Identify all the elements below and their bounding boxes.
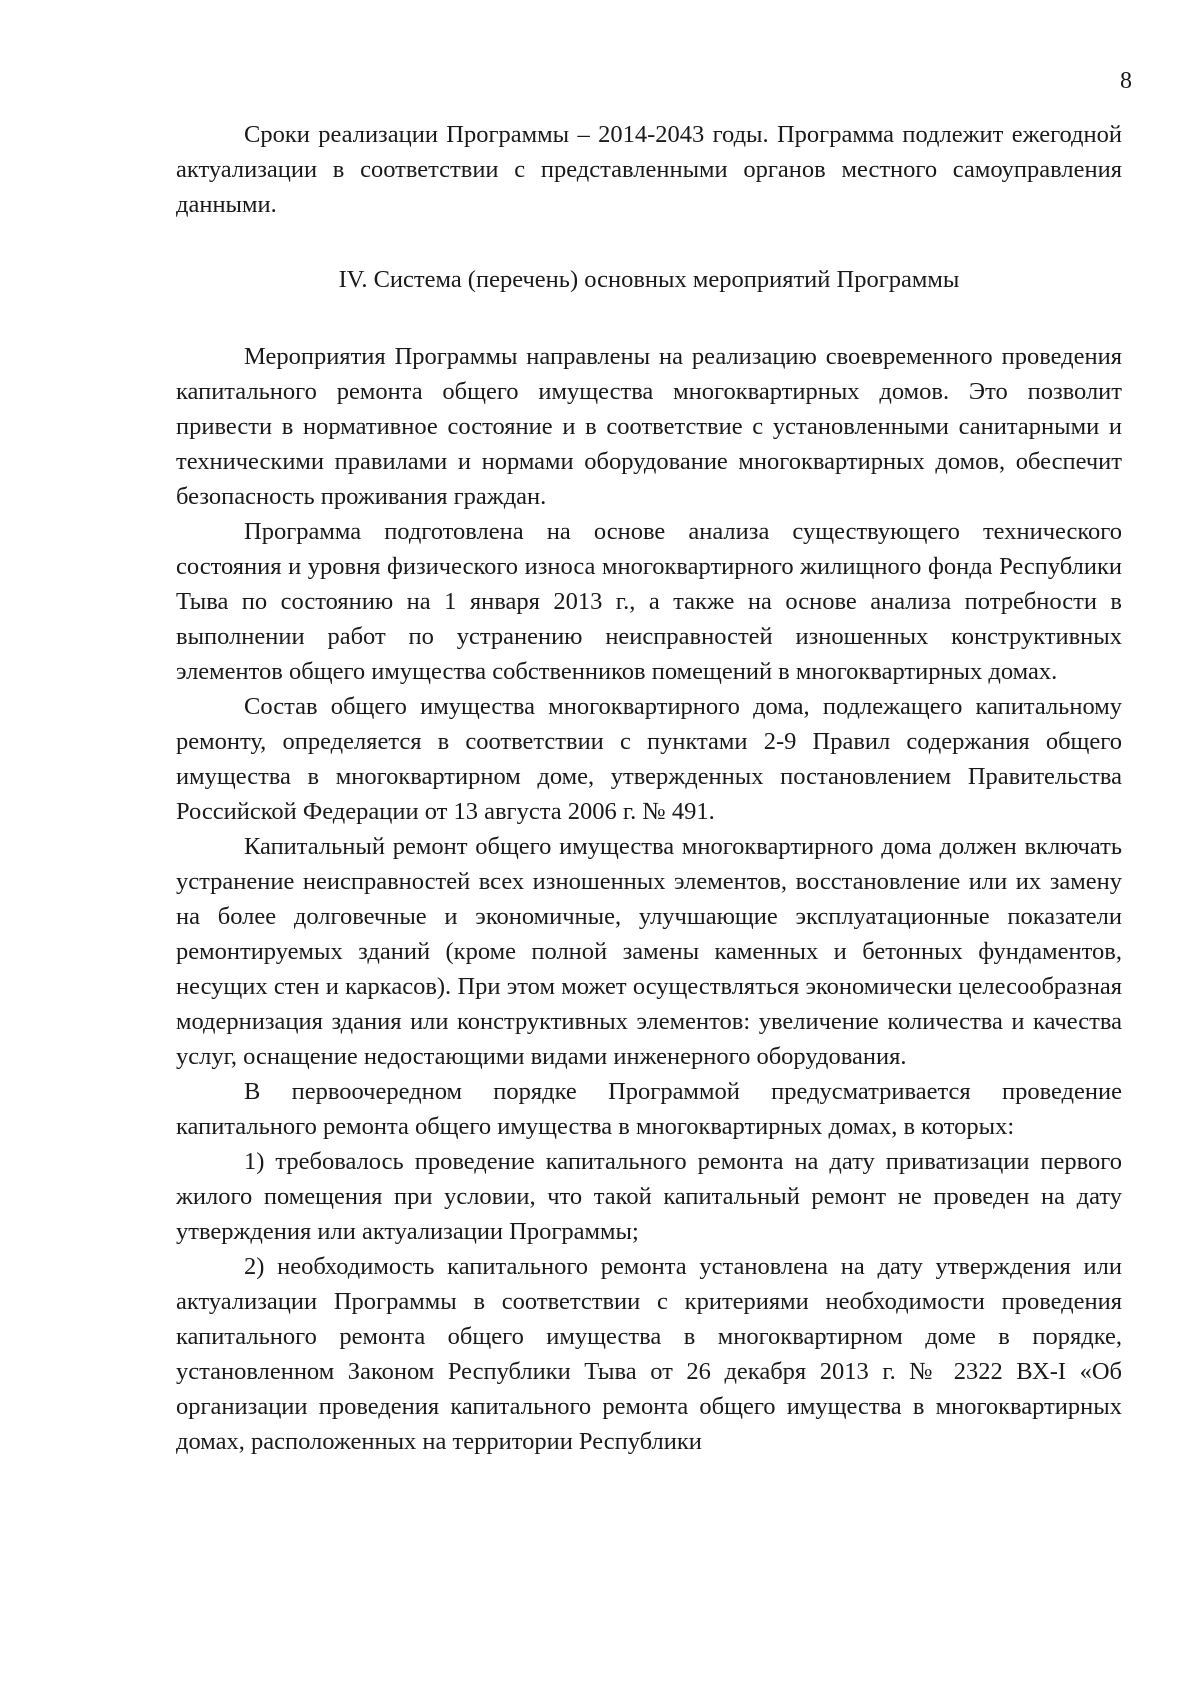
list-item-1: 1) требовалось проведение капитального ремонта на дату приватизации первого жилого помещения при условии, что такой капитальный ремонт не проведен на дату утверждения или актуализации Программы; [176, 1148, 1122, 1245]
intro-paragraph: Сроки реализации Программы – 2014-2043 годы. Программа подлежит ежегодной актуализации в соответствии с представленными органов местного самоуправления данными. [176, 121, 1122, 218]
paragraph-capital-repair: Капитальный ремонт общего имущества многоквартирного дома должен включать устранение неисправностей всех изношенных элементов, восстановление или их замену на более долговечные и экономичные, улучшающие эксплуатационные показатели ремонтируемых зданий (кроме полной замены каменных и бетонных фундаментов, несущих стен и каркасов). При этом может осуществляться экономически целесообразная модернизация здания или конструктивных элементов: увеличение количества и качества услуг, оснащение недостающими видами инженерного оборудования. [176, 833, 1122, 1070]
paragraph-program-basis: Программа подготовлена на основе анализа существующего технического состояния и уровня физического износа многоквартирного жилищного фонда Республики Тыва по состоянию на 1 января 2013 г., а также на основе анализа потребности в выполнении работ по устранению неисправностей изношенных конструктивных элементов общего имущества собственников помещений в многоквартирных домах. [176, 518, 1122, 685]
section-heading: IV. Система (перечень) основных мероприятий Программы [338, 266, 960, 293]
paragraph-common-property: Состав общего имущества многоквартирного дома, подлежащего капитальному ремонту, определяется в соответствии с пунктами 2-9 Правил содержания общего имущества в многоквартирном доме, утвержденных постановлением Правительства Российской Федерации от 13 августа 2006 г. № 491. [176, 693, 1122, 825]
paragraph-activities-goal: Мероприятия Программы направлены на реализацию своевременного проведения капитального ремонта общего имущества многоквартирных домов. Это позволит привести в нормативное состояние и в соответствие с установленными санитарными и техническими правилами и нормами оборудование многоквартирных домов, обеспечит безопасность проживания граждан. [176, 343, 1122, 510]
paragraph-priority-order: В первоочередном порядке Программой предусматривается проведение капитального ремонта общего имущества в многоквартирных домах, в которых: [176, 1078, 1122, 1140]
section-body [176, 339, 1122, 1459]
intro-block [176, 117, 1122, 222]
page-number: 8 [1120, 68, 1132, 94]
list-item-2: 2) необходимость капитального ремонта установлена на дату утверждения или актуализации Программы в соответствии с критериями необходимости проведения капитального ремонта общего имущества в многоквартирном доме в порядке, установленном Законом Республики Тыва от 26 декабря 2013 г. № 2322 ВХ-I «Об организации проведения капитального ремонта общего имущества в многоквартирных домах, расположенных на территории Республики [176, 1253, 1122, 1455]
